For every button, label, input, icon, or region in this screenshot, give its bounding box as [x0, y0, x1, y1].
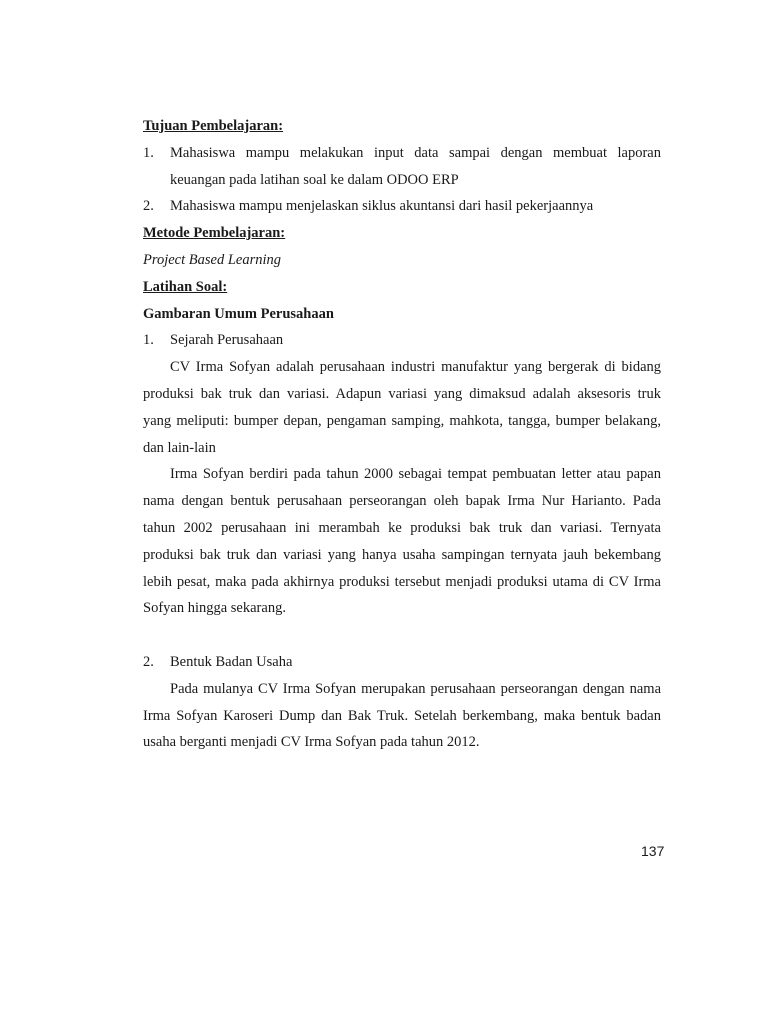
list-number: 1.	[143, 332, 154, 349]
paragraph-line: Pada mulanya CV Irma Sofyan merupakan perusahaan perseorangan dengan nama	[170, 680, 661, 697]
paragraph-line: CV Irma Sofyan adalah perusahaan industri manufaktur yang bergerak di bidang	[170, 359, 661, 376]
metode-text: Project Based Learning	[143, 251, 281, 268]
paragraph-line: yang meliputi: bumper depan, pengaman samping, mahkota, tangga, bumper belakang,	[143, 412, 661, 429]
spacer	[143, 622, 661, 649]
paragraph-line: usaha berganti menjadi CV Irma Sofyan pada tahun 2012.	[143, 734, 480, 751]
section-2-paragraph-1	[143, 676, 661, 756]
list-number: 2.	[143, 653, 154, 670]
tujuan-item-2	[143, 193, 661, 220]
section-1-paragraph-1	[143, 354, 661, 461]
paragraph-line: produksi bak truk dan variasi yang hanya usaha sampingan ternyata jauh bekembang	[143, 546, 661, 563]
paragraph-line: tahun 2002 perusahaan ini merambah ke produksi bak truk dan variasi. Ternyata	[143, 519, 661, 536]
latihan-heading: Latihan Soal:	[143, 278, 228, 295]
paragraph-line: Sofyan hingga sekarang.	[143, 600, 286, 617]
paragraph-line: Irma Sofyan Karoseri Dump dan Bak Truk. Setelah berkembang, maka bentuk badan	[143, 707, 661, 724]
tujuan-item-2-line-1: Mahasiswa mampu menjelaskan siklus akuntansi dari hasil pekerjaannya	[170, 198, 594, 215]
page-number: 137	[641, 843, 665, 859]
tujuan-heading: Tujuan Pembelajaran:	[143, 118, 284, 134]
paragraph-line: nama dengan bentuk perusahaan perseorangan oleh bapak Irma Nur Harianto. Pada	[143, 493, 661, 510]
paragraph-line: dan lain-lain	[143, 439, 216, 456]
tujuan-item-1	[143, 140, 661, 194]
paragraph-line: lebih pesat, maka pada akhirnya produksi tersebut menjadi produksi utama di CV Irma	[143, 573, 661, 590]
metode-heading: Metode Pembelajaran:	[143, 225, 286, 242]
document-page	[143, 113, 661, 756]
list-number: 2.	[143, 198, 154, 215]
paragraph-line: Irma Sofyan berdiri pada tahun 2000 sebagai tempat pembuatan letter atau papan	[170, 466, 661, 483]
tujuan-item-1-line-1: Mahasiswa mampu melakukan input data sampai dengan membuat laporan	[170, 144, 661, 161]
paragraph-line: produksi bak truk dan variasi. Adapun variasi yang dimaksud adalah aksesoris truk	[143, 385, 661, 402]
section-2-title-row	[143, 649, 661, 676]
section-1-paragraph-2	[143, 461, 661, 622]
list-number: 1.	[143, 144, 154, 161]
section-2-title: Bentuk Badan Usaha	[170, 653, 293, 670]
section-1-title: Sejarah Perusahaan	[170, 332, 284, 349]
gambaran-heading: Gambaran Umum Perusahaan	[143, 305, 334, 322]
tujuan-item-1-line-2: keuangan pada latihan soal ke dalam ODOO ERP	[170, 171, 459, 188]
section-1-title-row	[143, 327, 661, 354]
